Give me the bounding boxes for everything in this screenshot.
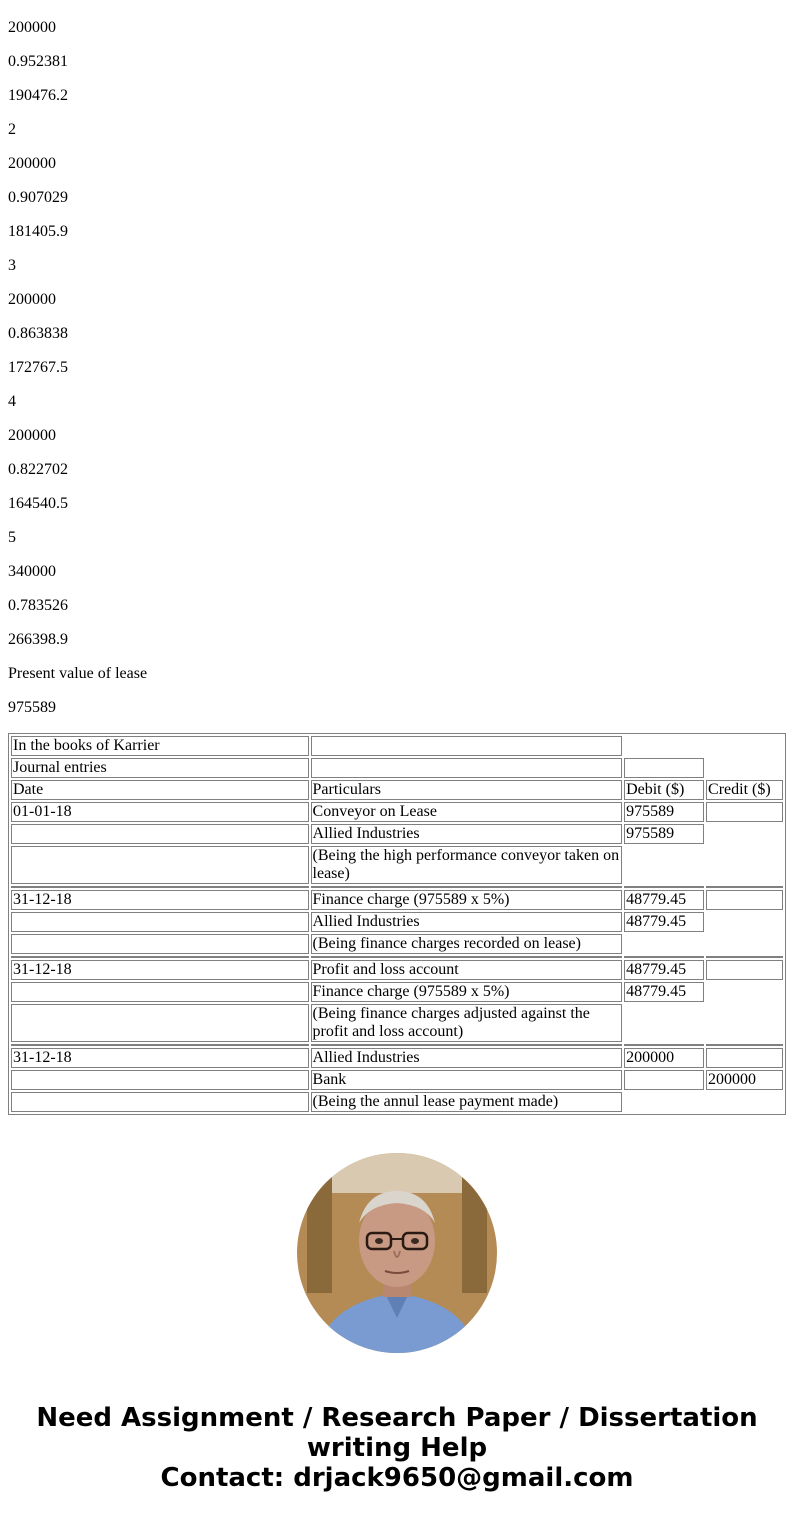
entry-narration: (Being finance charges adjusted against the profit and loss account) — [311, 1004, 623, 1042]
entry-credit — [706, 802, 783, 822]
table-cell — [624, 758, 704, 778]
table-row — [11, 846, 783, 884]
pv-label: Present value of lease — [8, 665, 148, 682]
banner-line-1: Need Assignment / Research Paper / Dissertation — [36, 1403, 758, 1433]
table-cell — [11, 1070, 309, 1090]
pv-line: 181405.9 — [8, 223, 68, 240]
entry-cr-account: Allied Industries — [311, 824, 623, 844]
avatar — [297, 1153, 497, 1353]
entry-cr-account: Allied Industries — [311, 912, 623, 932]
author-portrait — [297, 1153, 497, 1353]
table-cell — [11, 934, 309, 954]
entry-narration: (Being finance charges recorded on lease) — [311, 934, 623, 954]
entry-dr-amount: 975589 — [624, 802, 704, 822]
table-header-row — [11, 780, 783, 800]
pv-line: 0.822702 — [8, 461, 68, 478]
table-row — [11, 1092, 783, 1112]
entry-cr-amount: 48779.45 — [624, 912, 704, 932]
entry-cr-amount: 48779.45 — [624, 982, 704, 1002]
table-row — [11, 736, 783, 756]
entry-credit — [706, 960, 783, 980]
entry-cr-amount — [624, 1070, 704, 1090]
table-row — [11, 890, 783, 910]
table-cell — [311, 758, 623, 778]
pv-line: 2 — [8, 121, 16, 138]
table-row — [11, 934, 783, 954]
table-cell — [11, 824, 309, 844]
pv-line: 5 — [8, 529, 16, 546]
column-header: Debit ($) — [624, 780, 704, 800]
table-cell — [311, 736, 623, 756]
pv-line: 200000 — [8, 291, 56, 308]
pv-total: 975589 — [8, 699, 56, 716]
column-header: Particulars — [311, 780, 623, 800]
entry-date: 31-12-18 — [11, 1048, 309, 1068]
pv-line: 4 — [8, 393, 16, 410]
row-separator — [11, 886, 783, 888]
pv-line: 0.783526 — [8, 597, 68, 614]
table-cell: In the books of Karrier — [11, 736, 309, 756]
entry-credit — [706, 890, 783, 910]
table-row — [11, 1004, 783, 1042]
entry-date: 01-01-18 — [11, 802, 309, 822]
entry-cr-credit: 200000 — [706, 1070, 783, 1090]
contact-banner — [0, 1403, 794, 1493]
entry-credit — [706, 1048, 783, 1068]
entry-dr-account: Conveyor on Lease — [311, 802, 623, 822]
pv-line: 200000 — [8, 19, 56, 36]
table-row — [11, 1070, 783, 1090]
entry-narration: (Being the high performance conveyor taken on lease) — [311, 846, 623, 884]
pv-line: 172767.5 — [8, 359, 68, 376]
pv-line: 200000 — [8, 427, 56, 444]
entry-dr-account: Finance charge (975589 x 5%) — [311, 890, 623, 910]
pv-line: 164540.5 — [8, 495, 68, 512]
contact-email: Contact: drjack9650@gmail.com — [160, 1463, 634, 1493]
table-row — [11, 824, 783, 844]
table-cell: Journal entries — [11, 758, 309, 778]
present-value-lines — [8, 0, 788, 714]
table-row — [11, 1048, 783, 1068]
pv-line: 0.907029 — [8, 189, 68, 206]
entry-date: 31-12-18 — [11, 890, 309, 910]
pv-line: 3 — [8, 257, 16, 274]
entry-dr-account: Allied Industries — [311, 1048, 623, 1068]
row-separator — [11, 956, 783, 958]
entry-cr-amount: 975589 — [624, 824, 704, 844]
column-header: Date — [11, 780, 309, 800]
table-cell — [11, 846, 309, 884]
banner-line-2: writing Help — [306, 1433, 488, 1463]
entry-dr-amount: 48779.45 — [624, 960, 704, 980]
table-cell — [11, 1092, 309, 1112]
entry-dr-amount: 48779.45 — [624, 890, 704, 910]
table-row — [11, 912, 783, 932]
entry-narration: (Being the annul lease payment made) — [311, 1092, 623, 1112]
pv-line: 190476.2 — [8, 87, 68, 104]
table-cell — [11, 1004, 309, 1042]
entry-dr-account: Profit and loss account — [311, 960, 623, 980]
pv-line: 200000 — [8, 155, 56, 172]
table-cell — [11, 982, 309, 1002]
table-cell — [11, 912, 309, 932]
pv-line: 0.952381 — [8, 53, 68, 70]
entry-cr-account: Bank — [311, 1070, 623, 1090]
entry-dr-amount: 200000 — [624, 1048, 704, 1068]
row-separator — [11, 1044, 783, 1046]
pv-line: 266398.9 — [8, 631, 68, 648]
table-row — [11, 802, 783, 822]
table-row — [11, 758, 783, 778]
journal-table — [8, 733, 786, 1115]
table-row — [11, 960, 783, 980]
entry-date: 31-12-18 — [11, 960, 309, 980]
pv-line: 0.863838 — [8, 325, 68, 342]
column-header: Credit ($) — [706, 780, 783, 800]
entry-cr-account: Finance charge (975589 x 5%) — [311, 982, 623, 1002]
pv-line: 340000 — [8, 563, 56, 580]
table-row — [11, 982, 783, 1002]
